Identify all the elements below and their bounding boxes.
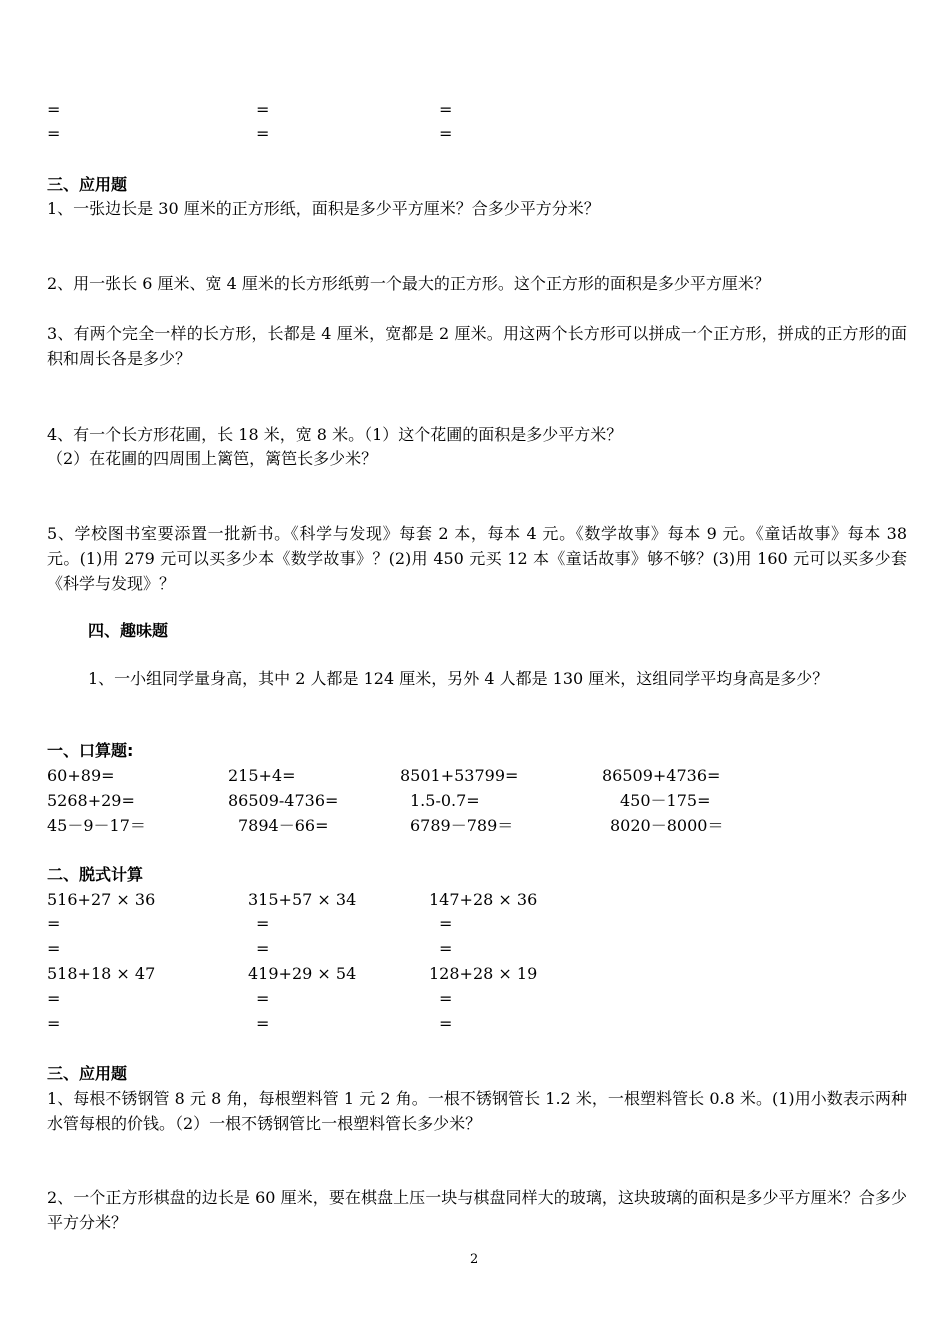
- equals-sign: =: [256, 939, 270, 958]
- equals-sign: =: [47, 1014, 61, 1033]
- question-2: 2、用一张长 6 厘米、宽 4 厘米的长方形纸剪一个最大的正方形。这个正方形的面积是多少平方厘米？: [47, 274, 770, 293]
- step-expression: 516+27 × 36: [47, 890, 156, 909]
- oral-item: 86509-4736=: [228, 791, 339, 810]
- applied2-question-1: 1、每根不锈钢管 8 元 8 角，每根塑料管 1 元 2 角。一根不锈钢管长 1.2 米，一根塑料管长 0.8 米。(1)用小数表示两种水管每根的价钱。（2）一根不锈钢管比一根塑料管长多少米？: [47, 1089, 907, 1133]
- equals-sign: =: [256, 989, 270, 1008]
- oral-item: 1.5-0.7=: [410, 791, 480, 810]
- section-heading-applied: 三、应用题: [47, 175, 128, 194]
- equals-sign: =: [439, 100, 453, 119]
- oral-item: 86509+4736=: [602, 766, 721, 785]
- oral-item: 5268+29=: [47, 791, 135, 810]
- equals-sign: =: [256, 914, 270, 933]
- oral-item: 60+89=: [47, 766, 115, 785]
- question-4-line2: （2）在花圃的四周围上篱笆，篱笆长多少米？: [47, 449, 378, 468]
- equals-sign: =: [47, 100, 61, 119]
- equals-sign: =: [439, 914, 453, 933]
- applied2-question-2: 2、一个正方形棋盘的边长是 60 厘米，要在棋盘上压一块与棋盘同样大的玻璃，这块玻璃的面积是多少平方厘米？合多少平方分米？: [47, 1188, 907, 1232]
- equals-sign: =: [47, 914, 61, 933]
- equals-sign: =: [256, 124, 270, 143]
- step-expression: 518+18 × 47: [47, 964, 156, 983]
- oral-item: 8501+53799=: [400, 766, 519, 785]
- equals-sign: =: [439, 1014, 453, 1033]
- oral-item: 45－9－17＝: [47, 816, 146, 835]
- equals-sign: =: [439, 124, 453, 143]
- question-4-line1: 4、有一个长方形花圃，长 18 米，宽 8 米。（1）这个花圃的面积是多少平方米？: [47, 425, 623, 444]
- equals-sign: =: [47, 939, 61, 958]
- step-expression: 147+28 × 36: [429, 890, 538, 909]
- step-expression: 315+57 × 34: [248, 890, 357, 909]
- oral-item: 7894－66=: [238, 816, 329, 835]
- question-5: 5、学校图书室要添置一批新书。《科学与发现》每套 2 本，每本 4 元。《数学故事》每本 9 元。《童话故事》每本 38 元。(1)用 279 元可以买多少本《数学故事》？(2)用 450 元买 12 本《童话故事》够不够？(3)用 160 元可以买多少套《科学与发现》？: [47, 524, 907, 593]
- equals-sign: =: [256, 100, 270, 119]
- equals-sign: =: [256, 1014, 270, 1033]
- question-3: 3、有两个完全一样的长方形，长都是 4 厘米，宽都是 2 厘米。用这两个长方形可以拼成一个正方形，拼成的正方形的面积和周长各是多少？: [47, 324, 907, 368]
- oral-item: 8020－8000＝: [610, 816, 724, 835]
- fun-question-1: 1、一小组同学量身高，其中 2 人都是 124 厘米，另外 4 人都是 130 厘米，这组同学平均身高是多少？: [88, 669, 829, 688]
- page-number: 2: [470, 1252, 479, 1267]
- oral-item: 450－175=: [620, 791, 711, 810]
- step-expression: 419+29 × 54: [248, 964, 357, 983]
- step-expression: 128+28 × 19: [429, 964, 538, 983]
- section-heading-oral: 一、口算题:: [47, 741, 134, 760]
- equals-sign: =: [439, 939, 453, 958]
- equals-sign: =: [47, 124, 61, 143]
- oral-item: 6789－789＝: [410, 816, 514, 835]
- section-heading-step: 二、脱式计算: [47, 865, 144, 884]
- equals-sign: =: [439, 989, 453, 1008]
- oral-item: 215+4=: [228, 766, 296, 785]
- question-1: 1、一张边长是 30 厘米的正方形纸，面积是多少平方厘米？合多少平方分米？: [47, 199, 600, 218]
- section-heading-applied-2: 三、应用题: [47, 1064, 128, 1083]
- equals-sign: =: [47, 989, 61, 1008]
- section-heading-fun: 四、趣味题: [88, 621, 169, 640]
